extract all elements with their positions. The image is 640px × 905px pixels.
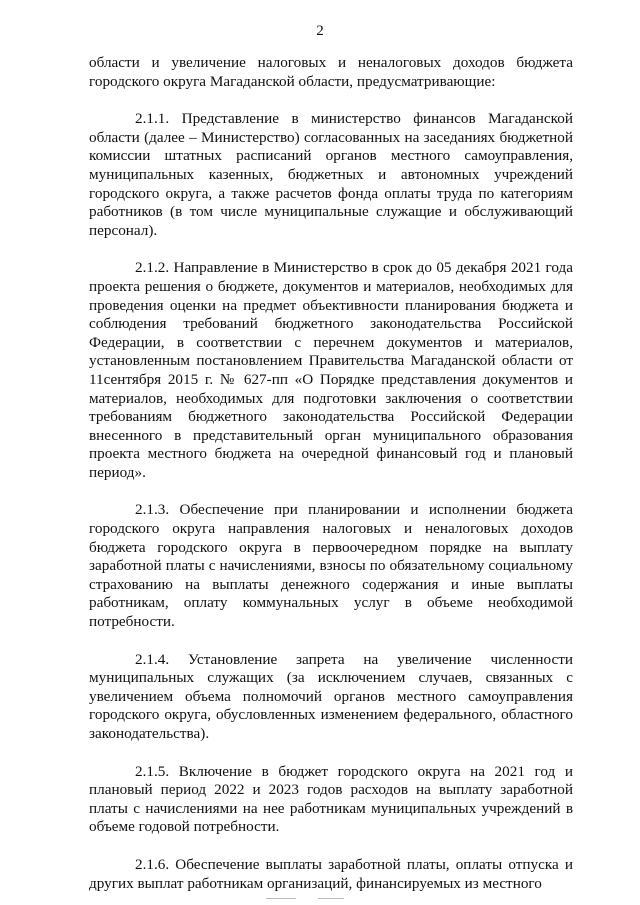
document-body	[89, 54, 573, 893]
paragraph-2-1-4: 2.1.4. Установление запрета на увеличение численности муниципальных служащих (за исключением случаев, связанных с увеличением объема полномочий органов местного самоуправления городского округа, обусловленных изменением федерального, областного законодательства).	[89, 650, 573, 742]
paragraph-2-1-1: 2.1.1. Представление в министерство финансов Магаданской области (далее – Министерство) согласованных на заседаниях бюджетной комиссии штатных расписаний органов местного самоуправления, муниципальных казенных, бюджетных и автономных учреждений городского округа, а также расчетов фонда оплаты труда по категориям работников (в том числе муниципальные служащие и обслуживающий персонал).	[89, 110, 573, 239]
paragraph-2-1-2: 2.1.2. Направление в Министерство в срок до 05 декабря 2021 года проекта решения о бюджете, документов и материалов, необходимых для проведения оценки на предмет объективности планирования бюджета и соблюдения требований бюджетного законодательства Российской Федерации, в соответствии с перечнем документов и материалов, установленным постановлением Правительства Магаданской области от 11сентября 2015 г. № 627-пп «О Порядке представления документов и материалов, необходимых для подготовки заключения о соответствии требованиям бюджетного законодательства Российской Федерации внесенного в представительный орган муниципального образования проекта местного бюджета на очередной финансовый год и плановый период».	[89, 259, 573, 481]
footer-marks	[0, 895, 640, 899]
paragraph-2-1-5: 2.1.5. Включение в бюджет городского округа на 2021 год и плановый период 2022 и 2023 годов расходов на выплату заработной платы с начислениями на нее работникам муниципальных учреждений в объеме годовой потребности.	[89, 762, 573, 836]
page-number: 2	[316, 23, 324, 39]
paragraph-2-1-3: 2.1.3. Обеспечение при планировании и исполнении бюджета городского округа направления налоговых и неналоговых доходов бюджета городского округа в первоочередном порядке на выплату заработной платы с начислениями, взносы по обязательному социальному страхованию на выплаты денежного содержания и иные выплаты работникам, оплату коммунальных услуг в объеме необходимой потребности.	[89, 501, 573, 631]
paragraph-2-1-6: 2.1.6. Обеспечение выплаты заработной платы, оплаты отпуска и других выплат работникам организаций, финансируемых из местного	[89, 855, 573, 892]
paragraph-continuation: области и увеличение налоговых и неналоговых доходов бюджета городского округа Магаданской области, предусматривающие:	[89, 54, 573, 90]
footer-mark-left	[266, 898, 296, 899]
footer-mark-right	[318, 898, 344, 899]
